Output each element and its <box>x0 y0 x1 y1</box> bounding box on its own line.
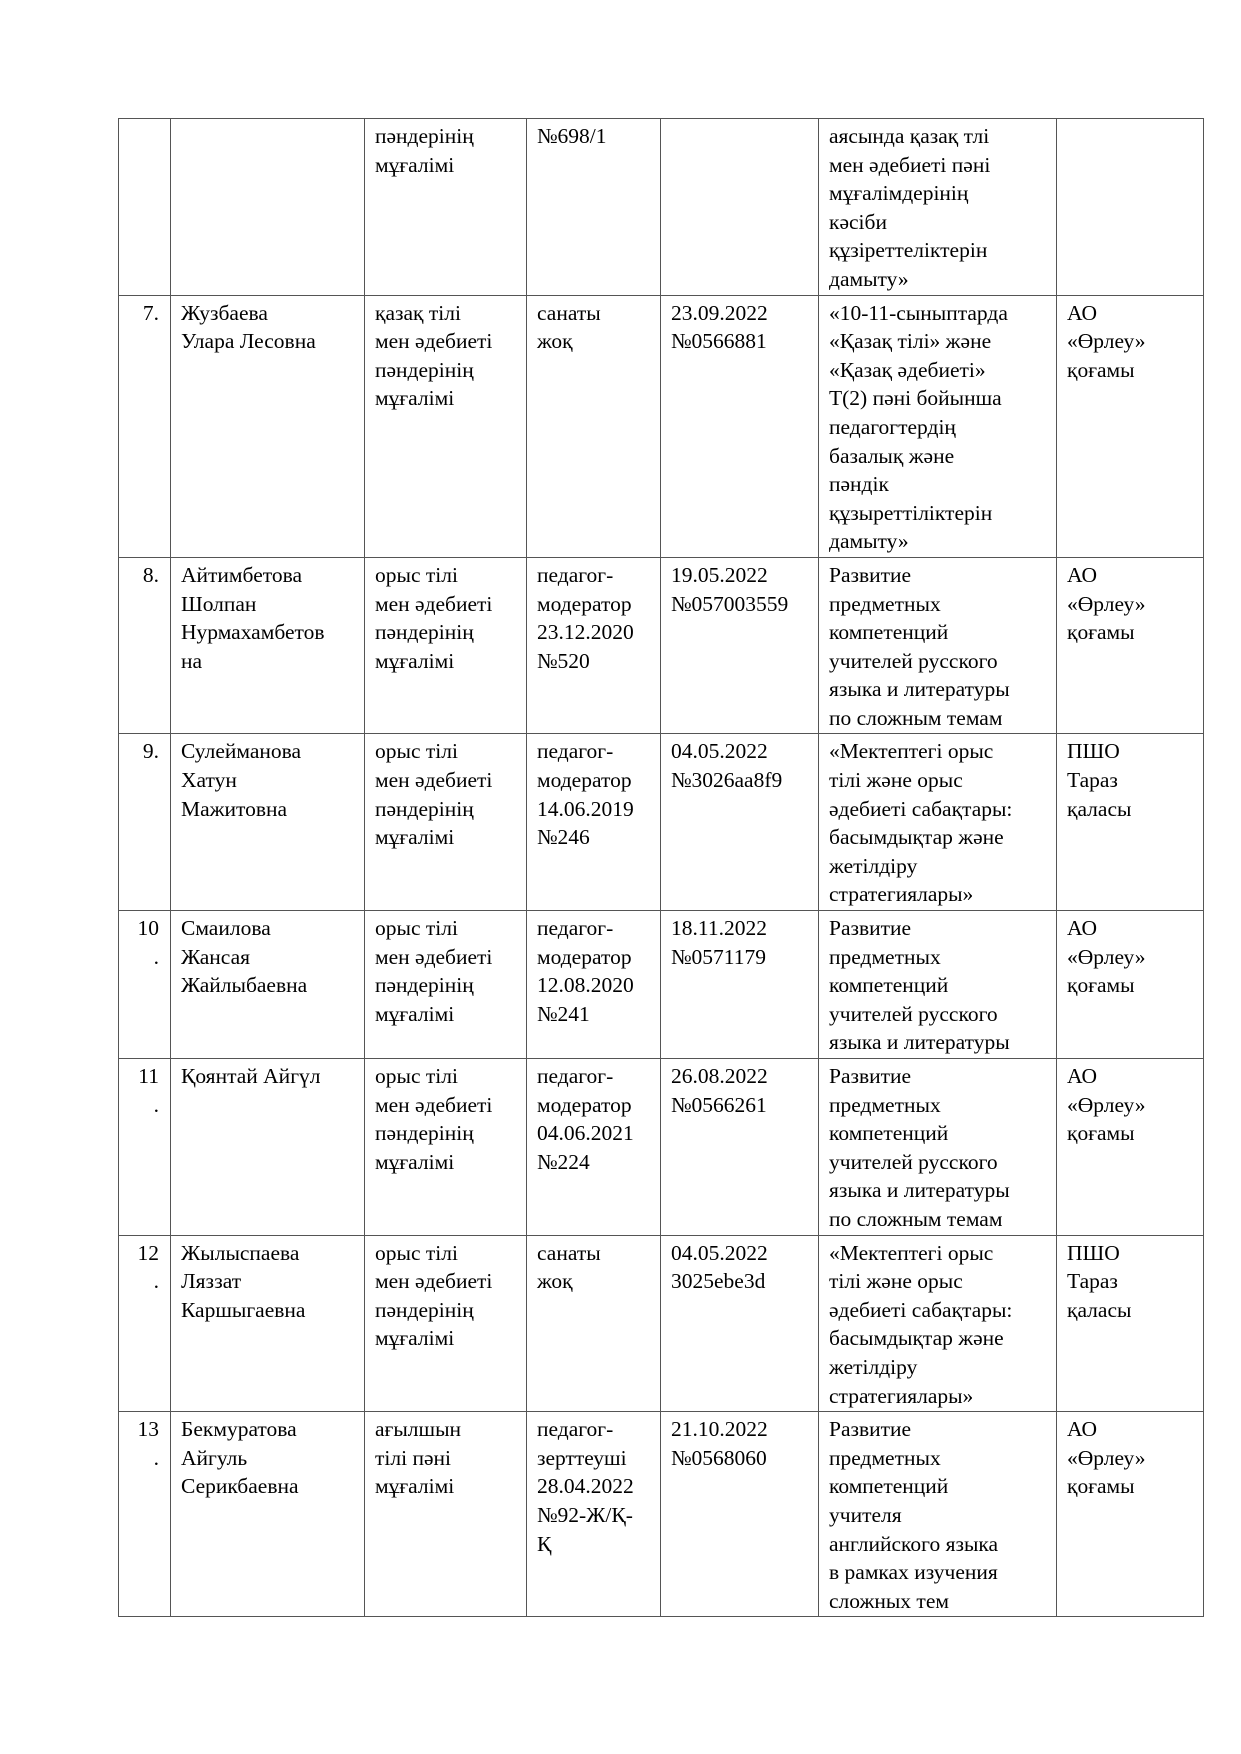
category-cell <box>527 1412 661 1617</box>
cell-text-line: қаласы <box>1067 796 1132 821</box>
cell-text-line: учителей русского <box>829 1149 998 1174</box>
cell-text-line: «Өрлеу» <box>1067 1445 1146 1470</box>
cell-text-line: орыс тілі <box>375 1064 458 1088</box>
row-number-cell <box>119 734 171 911</box>
cell-text-line: модератор <box>537 1092 632 1117</box>
cell-text-line: Развитие <box>829 562 912 587</box>
cell-text-line: жоқ <box>537 1269 573 1294</box>
cell-text-line: Смаилова <box>181 916 271 941</box>
cell-text-line: Улара Лесовна <box>181 329 316 354</box>
cell-text-line: пәндік <box>829 472 889 497</box>
cell-text-line: 26.08.2022 <box>671 1064 768 1088</box>
row-number-cell <box>119 557 171 734</box>
cell-text-line: санаты <box>537 1240 601 1265</box>
cell-text-line: қоғамы <box>1067 973 1135 998</box>
cell-text-line: компетенций <box>829 1474 949 1499</box>
cell-text-line: Развитие <box>829 1064 912 1088</box>
cell-text-line: пәндерінің <box>375 1297 474 1322</box>
cell-text-line: 21.10.2022 <box>671 1417 768 1442</box>
table-body <box>119 119 1204 1617</box>
cell-text-line: №057003559 <box>671 591 789 616</box>
cell-text-line: Айтимбетова <box>181 562 303 587</box>
row-number-cell <box>119 119 171 296</box>
cell-text-line: 9. <box>142 739 159 764</box>
cell-text-line: АО <box>1067 1417 1097 1442</box>
cell-text-line: 10 <box>137 916 159 941</box>
cell-text-line: №698/1 <box>537 124 607 148</box>
category-cell <box>527 1235 661 1412</box>
cell-text-line: 04.06.2021 <box>537 1121 634 1146</box>
cell-text-line: Развитие <box>829 1417 912 1442</box>
cell-text-line: 23.09.2022 <box>671 300 768 325</box>
cell-text-line: 04.05.2022 <box>671 739 768 764</box>
cell-text-line: құзыреттіліктерін <box>829 500 993 525</box>
cell-text-line: педагогтердің <box>829 414 956 439</box>
cell-text-line: тілі және орыс <box>829 768 963 793</box>
cell-text-line: компетенций <box>829 620 949 645</box>
cell-text-line: АО <box>1067 916 1097 941</box>
cell-text-line: пәндерінің <box>375 124 474 148</box>
cell-text-line: педагог- <box>537 916 614 941</box>
cell-text-line: 8. <box>142 562 159 587</box>
subject-cell <box>365 1235 527 1412</box>
cell-text-line: стратегиялары» <box>829 882 974 907</box>
cell-text-line: мұғалімдерінің <box>829 181 969 206</box>
category-cell <box>527 734 661 911</box>
cell-text-line: Т(2) пәні бойынша <box>829 386 1002 411</box>
cell-text-line: жоқ <box>537 329 573 354</box>
cell-text-line: пәндерінің <box>375 620 474 645</box>
cell-text-line: басымдықтар және <box>829 1326 1004 1351</box>
cell-text-line: орыс тілі <box>375 562 458 587</box>
cell-text-line: тілі пәні <box>375 1445 451 1470</box>
cell-text-line: мен әдебиеті <box>375 768 493 793</box>
cell-text-line: 12 <box>137 1240 159 1265</box>
category-cell <box>527 911 661 1059</box>
cell-text-line: педагог- <box>537 739 614 764</box>
cell-text-line: мұғалімі <box>375 1149 455 1174</box>
cell-text-line: пәндерінің <box>375 796 474 821</box>
certificate-cell <box>661 557 819 734</box>
subject-cell <box>365 1412 527 1617</box>
cell-text-line: педагог- <box>537 562 614 587</box>
row-number-cell <box>119 295 171 557</box>
cell-text-line: Жузбаева <box>181 300 268 325</box>
cell-text-line: «Қазақ тілі» және <box>829 329 992 354</box>
cell-text-line: стратегиялары» <box>829 1383 974 1408</box>
cell-text-line: Каршыгаевна <box>181 1297 306 1322</box>
cell-text-line: қоғамы <box>1067 1474 1135 1499</box>
cell-text-line: қаласы <box>1067 1297 1132 1322</box>
cell-text-line: 19.05.2022 <box>671 562 768 587</box>
cell-text-line: Хатун <box>181 768 237 793</box>
cell-text-line: мұғалімі <box>375 1001 455 1026</box>
cell-text-line: 18.11.2022 <box>671 916 767 941</box>
course-title-cell <box>819 119 1057 296</box>
cell-text-line: қазақ тілі <box>375 300 461 325</box>
cell-text-line: «Мектептегі орыс <box>829 739 994 764</box>
course-title-cell <box>819 557 1057 734</box>
cell-text-line: мұғалімі <box>375 152 455 177</box>
cell-text-line: 14.06.2019 <box>537 796 634 821</box>
cell-text-line: Бекмуратова <box>181 1417 297 1442</box>
cell-text-line: 11 <box>138 1064 159 1088</box>
course-title-cell <box>819 1412 1057 1617</box>
cell-text-line: құзіреттеліктерін <box>829 238 988 263</box>
cell-text-line: ПШО <box>1067 1240 1120 1265</box>
cell-text-line: на <box>181 648 203 673</box>
cell-text-line: №0566261 <box>671 1092 767 1117</box>
cell-text-line: №92-Ж/Қ- <box>537 1502 633 1527</box>
cell-text-line: языка и литературы <box>829 1030 1010 1055</box>
cell-text-line: сложных тем <box>829 1588 949 1613</box>
certificate-cell <box>661 119 819 296</box>
teacher-name-cell <box>171 734 365 911</box>
subject-cell <box>365 734 527 911</box>
cell-text-line: педагог- <box>537 1417 614 1442</box>
cell-text-line: аясында қазақ тлі <box>829 124 990 148</box>
subject-cell <box>365 911 527 1059</box>
cell-text-line: мен әдебиеті пәні <box>829 152 991 177</box>
table-row <box>119 557 1204 734</box>
organizer-cell <box>1057 1059 1204 1236</box>
cell-text-line: әдебиеті сабақтары: <box>829 1297 1013 1322</box>
category-cell <box>527 1059 661 1236</box>
cell-text-line: учителей русского <box>829 648 998 673</box>
cell-text-line: Жансая <box>181 944 251 969</box>
cell-text-line: по сложным темам <box>829 1206 1003 1231</box>
category-cell <box>527 119 661 296</box>
cell-text-line: пәндерінің <box>375 357 474 382</box>
cell-text-line: АО <box>1067 1064 1097 1088</box>
row-number-cell <box>119 911 171 1059</box>
cell-text-line: предметных <box>829 944 941 969</box>
cell-text-line: Жайлыбаевна <box>181 973 308 998</box>
certificate-cell <box>661 1412 819 1617</box>
course-title-cell <box>819 295 1057 557</box>
cell-text-line: Мажитовна <box>181 796 288 821</box>
teachers-table <box>118 118 1204 1617</box>
subject-cell <box>365 557 527 734</box>
cell-text-line: Нурмахамбетов <box>181 620 325 645</box>
cell-text-line: мен әдебиеті <box>375 329 493 354</box>
certificate-cell <box>661 1059 819 1236</box>
cell-text-line: «Өрлеу» <box>1067 944 1146 969</box>
cell-text-line: «Өрлеу» <box>1067 1092 1146 1117</box>
cell-text-line: мен әдебиеті <box>375 1269 493 1294</box>
table-row <box>119 1059 1204 1236</box>
cell-text-line: «Өрлеу» <box>1067 591 1146 616</box>
cell-text-line: Тараз <box>1067 1269 1118 1294</box>
organizer-cell <box>1057 557 1204 734</box>
table-row <box>119 911 1204 1059</box>
cell-text-line: . <box>153 944 159 969</box>
cell-text-line: №0568060 <box>671 1445 767 1470</box>
cell-text-line: пәндерінің <box>375 973 474 998</box>
cell-text-line: 28.04.2022 <box>537 1474 634 1499</box>
cell-text-line: қоғамы <box>1067 357 1135 382</box>
teacher-name-cell <box>171 557 365 734</box>
course-title-cell <box>819 1235 1057 1412</box>
organizer-cell <box>1057 734 1204 911</box>
cell-text-line: модератор <box>537 768 632 793</box>
cell-text-line: учителей русского <box>829 1001 998 1026</box>
cell-text-line: «10-11-сыныптарда <box>829 300 1008 325</box>
cell-text-line: ағылшын <box>375 1417 462 1442</box>
cell-text-line: АО <box>1067 300 1097 325</box>
organizer-cell <box>1057 1235 1204 1412</box>
cell-text-line: педагог- <box>537 1064 614 1088</box>
cell-text-line: 7. <box>142 300 159 325</box>
cell-text-line: компетенций <box>829 973 949 998</box>
cell-text-line: мұғалімі <box>375 386 455 411</box>
teacher-name-cell <box>171 1412 365 1617</box>
cell-text-line: №3026aa8f9 <box>671 768 783 793</box>
teacher-name-cell <box>171 295 365 557</box>
row-number-cell <box>119 1235 171 1412</box>
cell-text-line: №241 <box>537 1001 590 1026</box>
cell-text-line: по сложным темам <box>829 705 1003 730</box>
cell-text-line: Развитие <box>829 916 912 941</box>
cell-text-line: языка и литературы <box>829 1178 1010 1203</box>
cell-text-line: базалық және <box>829 443 955 468</box>
cell-text-line: АО <box>1067 562 1097 587</box>
teacher-name-cell <box>171 911 365 1059</box>
cell-text-line: модератор <box>537 591 632 616</box>
cell-text-line: қоғамы <box>1067 1121 1135 1146</box>
cell-text-line: №520 <box>537 648 590 673</box>
cell-text-line: әдебиеті сабақтары: <box>829 796 1013 821</box>
certificate-cell <box>661 295 819 557</box>
table-row <box>119 1235 1204 1412</box>
cell-text-line: мен әдебиеті <box>375 944 493 969</box>
teacher-name-cell <box>171 1059 365 1236</box>
cell-text-line: компетенций <box>829 1121 949 1146</box>
subject-cell <box>365 119 527 296</box>
cell-text-line: предметных <box>829 1445 941 1470</box>
cell-text-line: 23.12.2020 <box>537 620 634 645</box>
cell-text-line: кәсіби <box>829 209 887 234</box>
cell-text-line: Жылыспаева <box>181 1240 300 1265</box>
cell-text-line: санаты <box>537 300 601 325</box>
cell-text-line: . <box>153 1092 159 1117</box>
cell-text-line: «Мектептегі орыс <box>829 1240 994 1265</box>
cell-text-line: 04.05.2022 <box>671 1240 768 1265</box>
certificate-cell <box>661 911 819 1059</box>
cell-text-line: предметных <box>829 1092 941 1117</box>
cell-text-line: Қоянтай Айгүл <box>181 1064 321 1088</box>
cell-text-line: мен әдебиеті <box>375 591 493 616</box>
certificate-cell <box>661 734 819 911</box>
cell-text-line: модератор <box>537 944 632 969</box>
cell-text-line: мұғалімі <box>375 1326 455 1351</box>
cell-text-line: в рамках изучения <box>829 1560 998 1585</box>
cell-text-line: №224 <box>537 1149 590 1174</box>
cell-text-line: «Қазақ әдебиеті» <box>829 357 986 382</box>
cell-text-line: жетілдіру <box>829 1354 918 1379</box>
cell-text-line: мұғалімі <box>375 825 455 850</box>
category-cell <box>527 557 661 734</box>
certificate-cell <box>661 1235 819 1412</box>
cell-text-line: мен әдебиеті <box>375 1092 493 1117</box>
cell-text-line: орыс тілі <box>375 916 458 941</box>
cell-text-line: мұғалімі <box>375 1474 455 1499</box>
teacher-name-cell <box>171 1235 365 1412</box>
cell-text-line: учителя <box>829 1502 902 1527</box>
cell-text-line: 13 <box>137 1417 159 1442</box>
cell-text-line: 12.08.2020 <box>537 973 634 998</box>
cell-text-line: жетілдіру <box>829 853 918 878</box>
cell-text-line: ПШО <box>1067 739 1120 764</box>
subject-cell <box>365 1059 527 1236</box>
cell-text-line: №246 <box>537 825 590 850</box>
cell-text-line: дамыту» <box>829 529 909 554</box>
cell-text-line: Тараз <box>1067 768 1118 793</box>
cell-text-line: тілі және орыс <box>829 1269 963 1294</box>
cell-text-line: мұғалімі <box>375 648 455 673</box>
cell-text-line: №0571179 <box>671 944 766 969</box>
table-row <box>119 734 1204 911</box>
row-number-cell <box>119 1059 171 1236</box>
cell-text-line: «Өрлеу» <box>1067 329 1146 354</box>
organizer-cell <box>1057 911 1204 1059</box>
row-number-cell <box>119 1412 171 1617</box>
category-cell <box>527 295 661 557</box>
cell-text-line: . <box>153 1269 159 1294</box>
cell-text-line: Қ <box>537 1531 552 1556</box>
organizer-cell <box>1057 295 1204 557</box>
course-title-cell <box>819 734 1057 911</box>
cell-text-line: орыс тілі <box>375 1240 458 1265</box>
cell-text-line: пәндерінің <box>375 1121 474 1146</box>
cell-text-line: языка и литературы <box>829 677 1010 702</box>
subject-cell <box>365 295 527 557</box>
cell-text-line: зерттеуші <box>537 1445 627 1470</box>
organizer-cell <box>1057 1412 1204 1617</box>
cell-text-line: дамыту» <box>829 266 909 291</box>
cell-text-line: қоғамы <box>1067 620 1135 645</box>
cell-text-line: Ляззат <box>181 1269 242 1294</box>
course-title-cell <box>819 911 1057 1059</box>
cell-text-line: английского языка <box>829 1531 999 1556</box>
cell-text-line: Сулейманова <box>181 739 302 764</box>
table-row <box>119 119 1204 296</box>
teacher-name-cell <box>171 119 365 296</box>
cell-text-line: предметных <box>829 591 941 616</box>
cell-text-line: басымдықтар және <box>829 825 1004 850</box>
table-row <box>119 295 1204 557</box>
table-row <box>119 1412 1204 1617</box>
cell-text-line: Серикбаевна <box>181 1474 299 1499</box>
course-title-cell <box>819 1059 1057 1236</box>
cell-text-line: №0566881 <box>671 329 767 354</box>
cell-text-line: орыс тілі <box>375 739 458 764</box>
organizer-cell <box>1057 119 1204 296</box>
cell-text-line: Шолпан <box>181 591 257 616</box>
cell-text-line: . <box>153 1445 159 1470</box>
cell-text-line: Айгуль <box>181 1445 248 1470</box>
cell-text-line: 3025ebe3d <box>671 1269 766 1294</box>
